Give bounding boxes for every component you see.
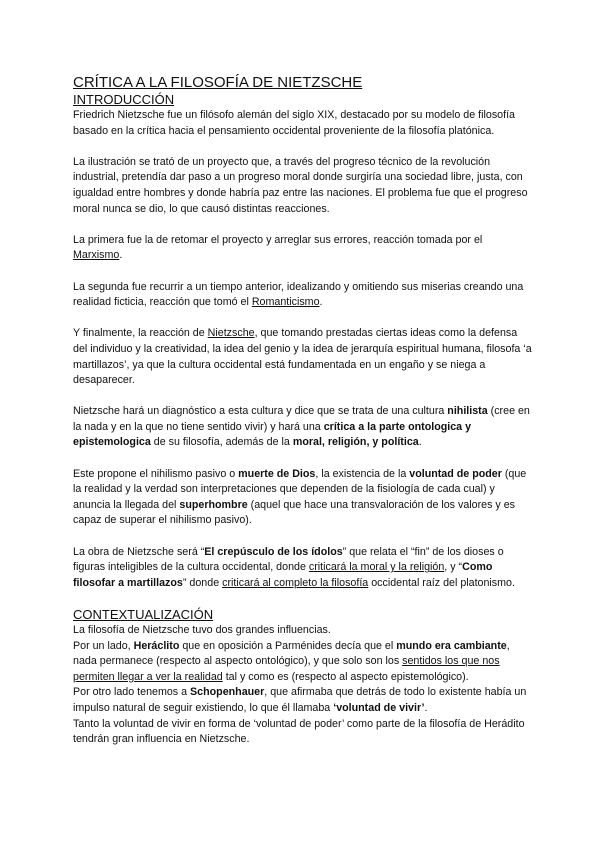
- paragraph-context-3: [73, 685, 533, 716]
- bold-term-critica: crítica a la parte ontologica y epistemologica: [73, 420, 472, 449]
- paragraph-intro-6: [73, 404, 533, 451]
- underlined-phrase-filosofia: criticará al completo la filosofía: [222, 576, 369, 589]
- paragraph-intro-7: [73, 467, 533, 529]
- text-run: Este propone el nihilismo pasivo o: [73, 467, 239, 480]
- bold-term-superhombre: superhombre: [179, 498, 248, 511]
- document-body: [73, 74, 533, 748]
- paragraph-intro-5: [73, 326, 533, 388]
- section-heading-introduccion: INTRODUCCIÓN: [73, 92, 175, 107]
- paragraph-context-2: [73, 639, 533, 686]
- bold-term-crepusculo: El crepúsculo de los ídolos: [204, 545, 343, 558]
- text-run: (que la realidad y la verdad son interpretaciones que dependen de la fisiología de cada cual) y anuncia la llegada del: [73, 467, 527, 511]
- text-run: , que tomando prestadas ciertas ideas como la defensa del individuo y la creatividad, la idea del genio y la idea de jerarquía espiritual humana, filosofa ‘a martillazos’, ya que la cultura occidental está fundamentada en un engaño y se niega a desaparecer.: [73, 327, 532, 387]
- bold-term-muerte-de-dios: muerte de Dios: [238, 467, 316, 480]
- bold-term-nihilista: nihilista: [447, 405, 488, 418]
- text-run: ” donde: [182, 576, 223, 589]
- paragraph-intro-2: La ilustración se trató de un proyecto que, a través del progreso técnico de la revolución industrial, pretendía dar paso a un progreso moral donde surgiría una sociedad libre, justa, con igualdad entre hombres y donde habría paz entre las naciones. El problema fue que el progreso moral nunca se dio, lo que causó distintas reacciones.: [73, 155, 528, 215]
- document-title: CRÍTICA A LA FILOSOFÍA DE NIETZSCHE: [73, 74, 363, 91]
- bold-term-voluntad-de-poder: voluntad de poder: [409, 467, 502, 480]
- text-run: Nietzsche hará un diagnóstico a esta cultura y dice que se trata de una cultura: [73, 405, 448, 418]
- text-run: ” que relata el “fin” de los dioses o figuras inteligibles de la cultura occidental, donde: [73, 545, 504, 574]
- bold-term-voluntad-de-vivir: ‘voluntad de vivir’: [333, 701, 425, 714]
- text-run: occidental raíz del platonismo.: [368, 576, 515, 589]
- text-run: tal y como es (respecto al aspecto epistemológico).: [222, 670, 469, 683]
- paragraph-context-4: Tanto la voluntad de vivir en forma de ‘voluntad de poder’ como parte de la filosofía de Herádito tendrán gran influencia en Nietzsche.: [73, 717, 525, 746]
- text-run: , nada permanece (respecto al aspecto ontológico), y que solo son los: [73, 639, 510, 668]
- text-run: .: [424, 701, 428, 714]
- underlined-term-marxismo: Marxismo: [73, 249, 120, 262]
- text-run: , y “: [444, 561, 463, 574]
- text-run: que en oposición a Parménides decía que el: [179, 639, 397, 652]
- underlined-term-romanticismo: Romanticismo: [251, 296, 320, 309]
- text-run: (aquel que hace una transvaloración de los valores y es capaz de superar el nihilismo pasivo).: [73, 498, 516, 527]
- bold-term-mundo-cambiante: mundo era cambiante: [396, 639, 507, 652]
- paragraph-context-1: La filosofía de Nietzsche tuvo dos grandes influencias.: [73, 624, 331, 636]
- text-run: , la existencia de la: [315, 467, 410, 480]
- text-run: .: [319, 296, 323, 309]
- text-run: La primera fue la de retomar el proyecto y arreglar sus errores, reacción tomada por el: [73, 233, 483, 246]
- paragraph-intro-8: [73, 545, 533, 592]
- text-run: de su filosofía, además de la: [150, 436, 293, 449]
- bold-term-schopenhauer: Schopenhauer: [190, 686, 265, 699]
- text-run: Por un lado,: [73, 639, 134, 652]
- text-run: .: [418, 436, 422, 449]
- text-run: Por otro lado tenemos a: [73, 686, 191, 699]
- underlined-phrase-moral-religion: criticará la moral y la religión: [308, 561, 445, 574]
- paragraph-intro-1: Friedrich Nietzsche fue un filósofo alemán del siglo XIX, destacado por su modelo de filosofía basado en la crítica hacia el pensamiento occidental proveniente de la filosofía platónica.: [73, 109, 515, 137]
- section-heading-contextualizacion: CONTEXTUALIZACIÓN: [73, 607, 214, 622]
- paragraph-intro-3: [73, 233, 533, 264]
- text-run: (cree en la nada y en la que no tiene sentido vivir) y hará una: [73, 405, 530, 433]
- underlined-term-nietzsche: Nietzsche: [207, 327, 255, 340]
- underlined-phrase-sentidos: sentidos los que nos permiten llegar a ver la realidad: [73, 655, 500, 683]
- text-run: .: [119, 249, 123, 262]
- text-run: Y finalmente, la reacción de: [73, 327, 208, 340]
- text-run: La segunda fue recurrir a un tiempo anterior, idealizando y omitiendo sus miserias creando una realidad ficticia, reacción que tomó el: [73, 280, 524, 309]
- bold-term-martillazos: Como filosofar a martillazos: [73, 561, 493, 589]
- bold-term-moral-religion-politica: moral, religión, y política: [292, 436, 419, 449]
- text-run: La obra de Nietzsche será “: [73, 545, 205, 558]
- text-run: , que afirmaba que detrás de todo lo existente había un impulso natural de seguir existiendo, lo que él llamaba: [73, 686, 527, 714]
- bold-term-heraclito: Heráclito: [133, 639, 180, 652]
- paragraph-intro-4: [73, 280, 533, 311]
